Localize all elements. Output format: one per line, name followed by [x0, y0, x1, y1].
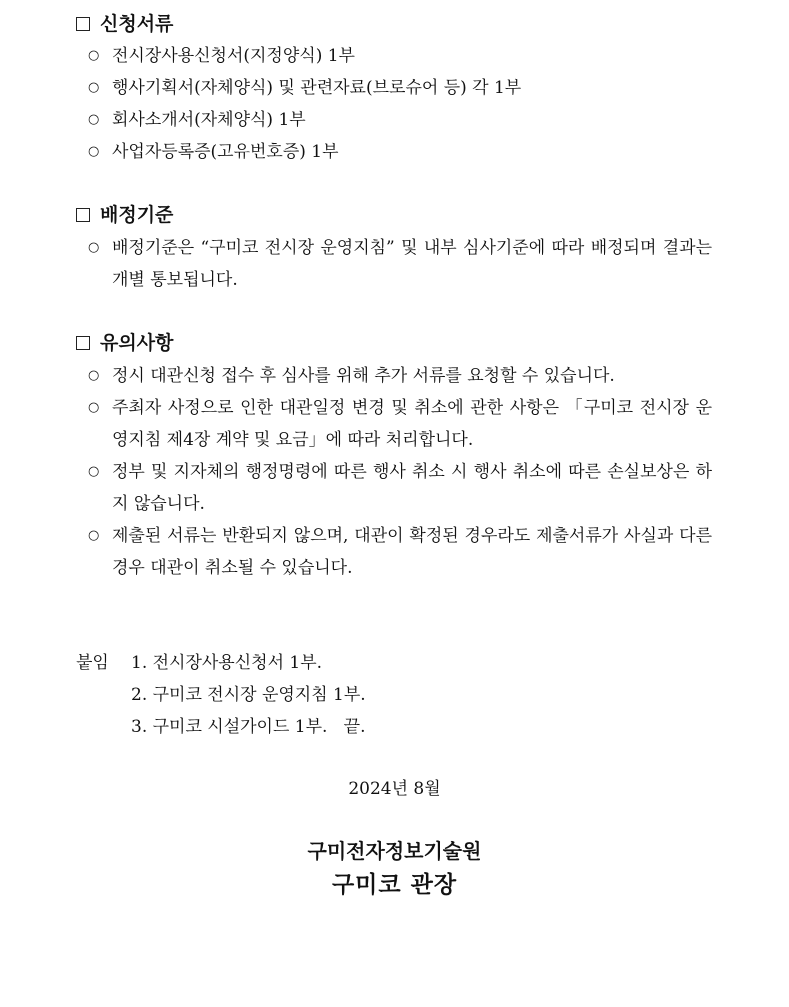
list-item-text: 정시 대관신청 접수 후 심사를 위해 추가 서류를 요청할 수 있습니다.: [112, 366, 615, 386]
circle-bullet-icon: ○: [88, 368, 100, 383]
organization-name: 구미전자정보기술원: [307, 839, 482, 863]
list-item-text: 회사소개서(자체양식) 1부: [112, 110, 306, 130]
list-item: [88, 456, 728, 520]
circle-bullet-icon: ○: [88, 240, 100, 255]
circle-bullet-icon: ○: [88, 80, 100, 95]
list-item-text: 전시장사용신청서(지정양식) 1부: [112, 46, 355, 66]
circle-bullet-icon: ○: [88, 112, 100, 127]
section-title: 유의사항: [100, 332, 174, 354]
list-item: [88, 104, 728, 136]
checkbox-square-icon: [76, 17, 90, 31]
circle-bullet-icon: ○: [88, 464, 100, 479]
attachment-item: 2. 구미코 전시장 운영지침 1부.: [131, 685, 366, 705]
attachment-label: 붙임: [76, 653, 109, 673]
circle-bullet-icon: ○: [88, 400, 100, 415]
list-item: [88, 136, 728, 168]
section-title: 신청서류: [100, 13, 174, 35]
list-item-text: 행사기획서(자체양식) 및 관련자료(브로슈어 등) 각 1부: [112, 78, 522, 98]
list-item: [88, 232, 728, 296]
circle-bullet-icon: ○: [88, 144, 100, 159]
list-item-text: 주최자 사정으로 인한 대관일정 변경 및 취소에 관한 사항은 「구미코 전시장 운영지침 제4장 계약 및 요금」에 따라 처리합니다.: [112, 398, 712, 450]
list-item: [88, 392, 728, 456]
circle-bullet-icon: ○: [88, 528, 100, 543]
list-item-text: 제출된 서류는 반환되지 않으며, 대관이 확정된 경우라도 제출서류가 사실과 다른 경우 대관이 취소될 수 있습니다.: [112, 526, 712, 578]
list-item-text: 사업자등록증(고유번호증) 1부: [112, 142, 339, 162]
attachment-item: 1. 전시장사용신청서 1부.: [131, 653, 323, 673]
list-item: [88, 40, 728, 72]
circle-bullet-icon: ○: [88, 48, 100, 63]
list-item: [88, 360, 728, 392]
list-item-text: 배정기준은 “구미코 전시장 운영지침” 및 내부 심사기준에 따라 배정되며 결과는 개별 통보됩니다.: [112, 238, 712, 290]
list-item: [88, 72, 728, 104]
document-date: 2024년 8월: [348, 779, 441, 799]
checkbox-square-icon: [76, 336, 90, 350]
section-heading-notes: [76, 329, 173, 357]
section-title: 배정기준: [100, 204, 174, 226]
checkbox-square-icon: [76, 208, 90, 222]
section-heading-criteria: [76, 201, 173, 229]
list-item: [88, 520, 728, 584]
section-heading-documents: [76, 10, 173, 38]
signatory-title: 구미코 관장: [331, 872, 458, 898]
list-item-text: 정부 및 지자체의 행정명령에 따른 행사 취소 시 행사 취소에 따른 손실보상은 하지 않습니다.: [112, 462, 712, 514]
attachment-item: 3. 구미코 시설가이드 1부. 끝.: [131, 717, 366, 737]
